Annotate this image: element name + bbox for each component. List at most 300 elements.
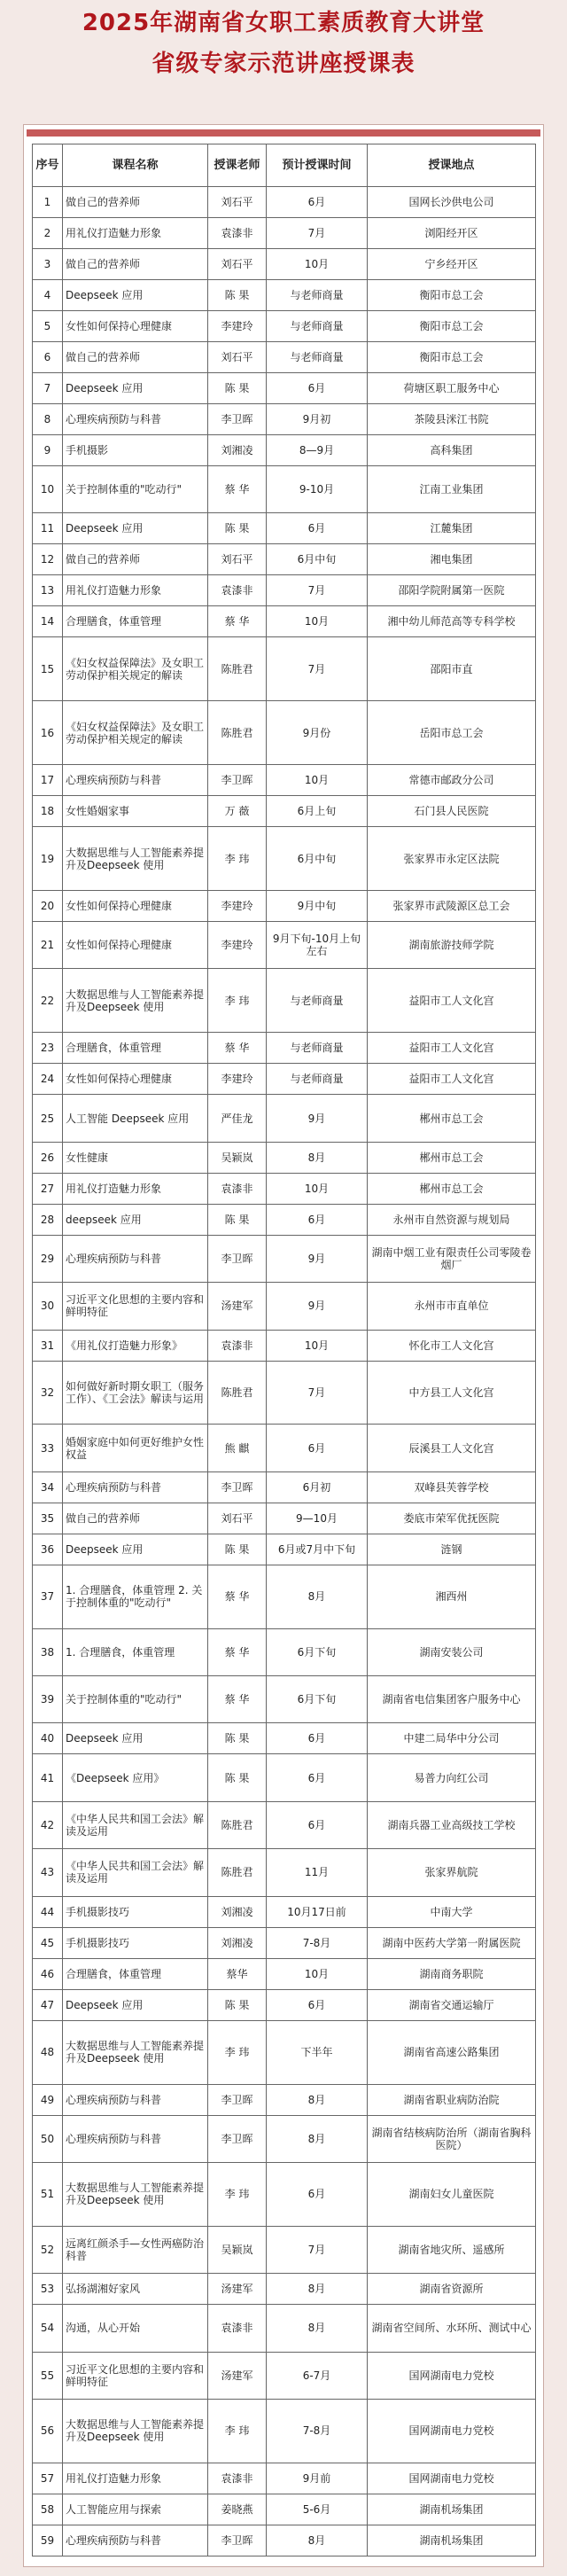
teacher-cell: 陈 果 (208, 373, 267, 404)
teacher-cell: 严佳龙 (208, 1095, 267, 1142)
location-cell: 荷塘区职工服务中心 (368, 373, 536, 404)
table-row (33, 2084, 536, 2115)
teacher-cell: 李建玲 (208, 311, 267, 342)
course-name-cell: 心理疾病预防与科普 (63, 1471, 208, 1503)
location-cell: 益阳市工人文化宫 (368, 1033, 536, 1064)
teacher-cell: 蔡 华 (208, 1033, 267, 1064)
course-name-cell: 人工智能应用与探索 (63, 2494, 208, 2525)
teacher-cell: 汤建军 (208, 1283, 267, 1330)
course-name-cell: 心理疾病预防与科普 (63, 765, 208, 796)
teacher-cell: 蔡华 (208, 1958, 267, 1989)
location-cell: 宁乡经开区 (368, 249, 536, 280)
table-row (33, 1503, 536, 1534)
course-name-cell: 手机摄影 (63, 435, 208, 466)
row-index-cell: 8 (33, 404, 63, 435)
location-cell: 永州市自然资源与规划局 (368, 1204, 536, 1235)
teacher-cell: 蔡 华 (208, 1628, 267, 1675)
table-row (33, 2494, 536, 2525)
location-cell: 张家界航院 (368, 1849, 536, 1896)
row-index-cell: 16 (33, 701, 63, 765)
row-index-cell: 56 (33, 2399, 63, 2463)
teacher-cell: 陈 果 (208, 1204, 267, 1235)
table-row (33, 311, 536, 342)
location-cell: 衡阳市总工会 (368, 280, 536, 311)
time-cell: 9月下旬-10月上旬左右 (267, 922, 368, 969)
teacher-cell: 陈胜君 (208, 1361, 267, 1425)
teacher-cell: 李 玮 (208, 2162, 267, 2226)
time-cell: 与老师商量 (267, 311, 368, 342)
location-cell: 湖南旅游技师学院 (368, 922, 536, 969)
location-cell: 双峰县芙蓉学校 (368, 1471, 536, 1503)
table-row (33, 1628, 536, 1675)
teacher-cell: 姜晓燕 (208, 2494, 267, 2525)
teacher-cell: 吴颖岚 (208, 2226, 267, 2273)
table-row (33, 544, 536, 575)
table-row (33, 280, 536, 311)
table-row (33, 1565, 536, 1628)
table-row (33, 1958, 536, 1989)
location-cell: 易普力向红公司 (368, 1754, 536, 1801)
table-row (33, 2020, 536, 2084)
location-cell: 湖南中烟工业有限责任公司零陵卷烟厂 (368, 1235, 536, 1282)
time-cell: 9月初 (267, 404, 368, 435)
location-cell: 湖南省高速公路集团 (368, 2020, 536, 2084)
time-cell: 10月 (267, 606, 368, 637)
course-name-cell: 合理膳食，体重管理 (63, 1958, 208, 1989)
time-cell: 8月 (267, 2525, 368, 2556)
location-cell: 永州市市直单位 (368, 1283, 536, 1330)
teacher-cell: 李卫晖 (208, 404, 267, 435)
time-cell: 9月中旬 (267, 891, 368, 922)
course-name-cell: 大数据思维与人工智能素养提升及Deepseek 使用 (63, 2020, 208, 2084)
row-index-cell: 50 (33, 2115, 63, 2162)
row-index-cell: 26 (33, 1142, 63, 1173)
table-header-row (33, 144, 536, 187)
course-name-cell: deepseek 应用 (63, 1204, 208, 1235)
row-index-cell: 25 (33, 1095, 63, 1142)
row-index-cell: 40 (33, 1723, 63, 1754)
teacher-cell: 刘湘凌 (208, 1927, 267, 1958)
table-row (33, 1849, 536, 1896)
table-row (33, 1204, 536, 1235)
table-row (33, 404, 536, 435)
course-name-cell: 做自己的营养师 (63, 544, 208, 575)
time-cell: 8月 (267, 2084, 368, 2115)
col-header-index: 序号 (33, 144, 63, 187)
course-name-cell: 心理疾病预防与科普 (63, 404, 208, 435)
teacher-cell: 李卫晖 (208, 2115, 267, 2162)
row-index-cell: 19 (33, 827, 63, 891)
row-index-cell: 57 (33, 2463, 63, 2494)
table-row (33, 513, 536, 544)
location-cell: 怀化市工人文化宫 (368, 1330, 536, 1361)
teacher-cell: 蔡 华 (208, 606, 267, 637)
course-name-cell: 《用礼仪打造魅力形象》 (63, 1330, 208, 1361)
table-row (33, 1283, 536, 1330)
time-cell: 9月 (267, 1283, 368, 1330)
course-name-cell: 大数据思维与人工智能素养提升及Deepseek 使用 (63, 2162, 208, 2226)
course-name-cell: 弘扬湖湘好家风 (63, 2274, 208, 2305)
row-index-cell: 11 (33, 513, 63, 544)
row-index-cell: 47 (33, 1989, 63, 2020)
table-row (33, 606, 536, 637)
row-index-cell: 42 (33, 1801, 63, 1848)
row-index-cell: 46 (33, 1958, 63, 1989)
location-cell: 国网湖南电力党校 (368, 2352, 536, 2399)
table-row (33, 796, 536, 827)
time-cell: 9月前 (267, 2463, 368, 2494)
location-cell: 邵阳市直 (368, 637, 536, 701)
page-header (0, 0, 567, 113)
time-cell: 8—9月 (267, 435, 368, 466)
table-row (33, 435, 536, 466)
course-name-cell: 《Deepseek 应用》 (63, 1754, 208, 1801)
location-cell: 湖南省交通运输厅 (368, 1989, 536, 2020)
course-name-cell: Deepseek 应用 (63, 280, 208, 311)
teacher-cell: 陈胜君 (208, 701, 267, 765)
location-cell: 衡阳市总工会 (368, 342, 536, 373)
time-cell: 7-8月 (267, 2399, 368, 2463)
table-row (33, 2115, 536, 2162)
teacher-cell: 袁漆非 (208, 1173, 267, 1204)
table-row (33, 2352, 536, 2399)
course-name-cell: 心理疾病预防与科普 (63, 1235, 208, 1282)
page-subtitle: 省级专家示范讲座授课表 (151, 51, 416, 77)
course-name-cell: 沟通，从心开始 (63, 2305, 208, 2352)
row-index-cell: 43 (33, 1849, 63, 1896)
time-cell: 6月 (267, 2162, 368, 2226)
location-cell: 湖南省空间所、水环所、测试中心 (368, 2305, 536, 2352)
time-cell: 6月 (267, 1989, 368, 2020)
course-name-cell: 大数据思维与人工智能素养提升及Deepseek 使用 (63, 827, 208, 891)
time-cell: 6月 (267, 1754, 368, 1801)
table-row (33, 2463, 536, 2494)
teacher-cell: 蔡 华 (208, 1565, 267, 1628)
location-cell: 湘电集团 (368, 544, 536, 575)
table-row (33, 1173, 536, 1204)
row-index-cell: 31 (33, 1330, 63, 1361)
course-name-cell: 女性健康 (63, 1142, 208, 1173)
row-index-cell: 15 (33, 637, 63, 701)
row-index-cell: 36 (33, 1534, 63, 1565)
course-name-cell: 做自己的营养师 (63, 249, 208, 280)
location-cell: 湖南安装公司 (368, 1628, 536, 1675)
table-row (33, 249, 536, 280)
teacher-cell: 袁漆非 (208, 2463, 267, 2494)
location-cell: 湖南机场集团 (368, 2494, 536, 2525)
location-cell: 湖南省职业病防治院 (368, 2084, 536, 2115)
course-name-cell: 用礼仪打造魅力形象 (63, 1173, 208, 1204)
course-name-cell: 1. 合理膳食，体重管理 (63, 1628, 208, 1675)
row-index-cell: 33 (33, 1425, 63, 1471)
table-row (33, 2274, 536, 2305)
row-index-cell: 5 (33, 311, 63, 342)
time-cell: 与老师商量 (267, 342, 368, 373)
teacher-cell: 陈 果 (208, 513, 267, 544)
time-cell: 5-6月 (267, 2494, 368, 2525)
row-index-cell: 17 (33, 765, 63, 796)
row-index-cell: 4 (33, 280, 63, 311)
teacher-cell: 陈胜君 (208, 1801, 267, 1848)
row-index-cell: 35 (33, 1503, 63, 1534)
location-cell: 湖南兵器工业高级技工学校 (368, 1801, 536, 1848)
course-name-cell: 女性如何保持心理健康 (63, 891, 208, 922)
table-row (33, 1723, 536, 1754)
location-cell: 中方县工人文化宫 (368, 1361, 536, 1425)
col-header-course: 课程名称 (63, 144, 208, 187)
row-index-cell: 1 (33, 187, 63, 218)
row-index-cell: 44 (33, 1896, 63, 1927)
course-name-cell: 女性如何保持心理健康 (63, 311, 208, 342)
time-cell: 6月 (267, 1204, 368, 1235)
time-cell: 下半年 (267, 2020, 368, 2084)
location-cell: 岳阳市总工会 (368, 701, 536, 765)
course-name-cell: 合理膳食，体重管理 (63, 606, 208, 637)
table-row (33, 1033, 536, 1064)
time-cell: 6月 (267, 1723, 368, 1754)
table-row (33, 2525, 536, 2556)
course-name-cell: 1. 合理膳食，体重管理 2. 关于控制体重的"吃动行" (63, 1565, 208, 1628)
course-name-cell: 手机摄影技巧 (63, 1896, 208, 1927)
table-row (33, 1754, 536, 1801)
row-index-cell: 53 (33, 2274, 63, 2305)
course-name-cell: 做自己的营养师 (63, 342, 208, 373)
location-cell: 常德市邮政分公司 (368, 765, 536, 796)
course-name-cell: 女性如何保持心理健康 (63, 1064, 208, 1095)
time-cell: 10月17日前 (267, 1896, 368, 1927)
time-cell: 10月 (267, 249, 368, 280)
row-index-cell: 52 (33, 2226, 63, 2273)
time-cell: 6月下旬 (267, 1676, 368, 1723)
course-name-cell: 女性如何保持心理健康 (63, 922, 208, 969)
col-header-location: 授课地点 (368, 144, 536, 187)
location-cell: 江麓集团 (368, 513, 536, 544)
row-index-cell: 6 (33, 342, 63, 373)
time-cell: 8月 (267, 2115, 368, 2162)
time-cell: 与老师商量 (267, 969, 368, 1033)
teacher-cell: 李卫晖 (208, 2084, 267, 2115)
teacher-cell: 李建玲 (208, 922, 267, 969)
location-cell: 郴州市总工会 (368, 1095, 536, 1142)
row-index-cell: 45 (33, 1927, 63, 1958)
teacher-cell: 袁漆非 (208, 575, 267, 606)
time-cell: 6月下旬 (267, 1628, 368, 1675)
row-index-cell: 39 (33, 1676, 63, 1723)
row-index-cell: 32 (33, 1361, 63, 1425)
time-cell: 6-7月 (267, 2352, 368, 2399)
time-cell: 6月 (267, 513, 368, 544)
table-row (33, 827, 536, 891)
time-cell: 6月 (267, 373, 368, 404)
col-header-time: 预计授课时间 (267, 144, 368, 187)
teacher-cell: 吴颖岚 (208, 1142, 267, 1173)
table-row (33, 1361, 536, 1425)
location-cell: 浏阳经开区 (368, 218, 536, 249)
time-cell: 10月 (267, 765, 368, 796)
table-row (33, 1330, 536, 1361)
course-name-cell: 习近平文化思想的主要内容和鲜明特征 (63, 2352, 208, 2399)
location-cell: 湖南省结核病防治所（湖南省胸科医院） (368, 2115, 536, 2162)
row-index-cell: 10 (33, 466, 63, 513)
row-index-cell: 2 (33, 218, 63, 249)
time-cell: 7月 (267, 575, 368, 606)
row-index-cell: 51 (33, 2162, 63, 2226)
row-index-cell: 37 (33, 1565, 63, 1628)
table-row (33, 466, 536, 513)
table-row (33, 1471, 536, 1503)
location-cell: 湖南省电信集团客户服务中心 (368, 1676, 536, 1723)
time-cell: 11月 (267, 1849, 368, 1896)
teacher-cell: 万 薇 (208, 796, 267, 827)
course-name-cell: 用礼仪打造魅力形象 (63, 575, 208, 606)
location-cell: 高科集团 (368, 435, 536, 466)
time-cell: 10月 (267, 1330, 368, 1361)
time-cell: 10月 (267, 1173, 368, 1204)
course-name-cell: 用礼仪打造魅力形象 (63, 2463, 208, 2494)
time-cell: 与老师商量 (267, 1033, 368, 1064)
course-name-cell: 心理疾病预防与科普 (63, 2115, 208, 2162)
teacher-cell: 刘石平 (208, 249, 267, 280)
table-row (33, 187, 536, 218)
teacher-cell: 陈 果 (208, 1754, 267, 1801)
table-row (33, 1896, 536, 1927)
time-cell: 8月 (267, 1142, 368, 1173)
time-cell: 6月 (267, 1425, 368, 1471)
location-cell: 湖南妇女儿童医院 (368, 2162, 536, 2226)
teacher-cell: 陈 果 (208, 1534, 267, 1565)
course-name-cell: 心理疾病预防与科普 (63, 2084, 208, 2115)
row-index-cell: 58 (33, 2494, 63, 2525)
location-cell: 郴州市总工会 (368, 1173, 536, 1204)
page-title: 2025年湖南省女职工素质教育大讲堂 (82, 10, 485, 36)
table-row (33, 1927, 536, 1958)
location-cell: 湘西州 (368, 1565, 536, 1628)
time-cell: 8月 (267, 1565, 368, 1628)
table-row (33, 1801, 536, 1848)
time-cell: 8月 (267, 2305, 368, 2352)
location-cell: 国网湖南电力党校 (368, 2399, 536, 2463)
teacher-cell: 刘石平 (208, 544, 267, 575)
course-name-cell: 用礼仪打造魅力形象 (63, 218, 208, 249)
course-name-cell: 做自己的营养师 (63, 1503, 208, 1534)
row-index-cell: 12 (33, 544, 63, 575)
course-name-cell: 手机摄影技巧 (63, 1927, 208, 1958)
table-row (33, 2305, 536, 2352)
teacher-cell: 刘石平 (208, 1503, 267, 1534)
table-row (33, 1095, 536, 1142)
course-name-cell: 婚姻家庭中如何更好维护女性权益 (63, 1425, 208, 1471)
time-cell: 与老师商量 (267, 1064, 368, 1095)
location-cell: 茶陵县洣江书院 (368, 404, 536, 435)
course-name-cell: 《中华人民共和国工会法》解读及运用 (63, 1849, 208, 1896)
location-cell: 国网长沙供电公司 (368, 187, 536, 218)
location-cell: 湖南省地灾所、遥感所 (368, 2226, 536, 2273)
location-cell: 湖南机场集团 (368, 2525, 536, 2556)
row-index-cell: 28 (33, 1204, 63, 1235)
teacher-cell: 陈胜君 (208, 1849, 267, 1896)
table-row (33, 1142, 536, 1173)
table-row (33, 1534, 536, 1565)
course-name-cell: 做自己的营养师 (63, 187, 208, 218)
table-row (33, 2226, 536, 2273)
teacher-cell: 李卫晖 (208, 1471, 267, 1503)
course-name-cell: 合理膳食，体重管理 (63, 1033, 208, 1064)
location-cell: 涟钢 (368, 1534, 536, 1565)
table-row (33, 373, 536, 404)
table-row (33, 1064, 536, 1095)
row-index-cell: 22 (33, 969, 63, 1033)
time-cell: 9月 (267, 1095, 368, 1142)
row-index-cell: 54 (33, 2305, 63, 2352)
table-row (33, 1989, 536, 2020)
location-cell: 益阳市工人文化宫 (368, 969, 536, 1033)
teacher-cell: 李建玲 (208, 1064, 267, 1095)
time-cell: 6月初 (267, 1471, 368, 1503)
row-index-cell: 55 (33, 2352, 63, 2399)
table-body (33, 187, 536, 2556)
time-cell: 6月中旬 (267, 827, 368, 891)
time-cell: 6月或7月中下旬 (267, 1534, 368, 1565)
location-cell: 邵阳学院附属第一医院 (368, 575, 536, 606)
row-index-cell: 14 (33, 606, 63, 637)
course-name-cell: 人工智能 Deepseek 应用 (63, 1095, 208, 1142)
row-index-cell: 29 (33, 1235, 63, 1282)
course-name-cell: 大数据思维与人工智能素养提升及Deepseek 使用 (63, 2399, 208, 2463)
table-row (33, 342, 536, 373)
teacher-cell: 李卫晖 (208, 765, 267, 796)
row-index-cell: 3 (33, 249, 63, 280)
course-name-cell: 习近平文化思想的主要内容和鲜明特征 (63, 1283, 208, 1330)
course-name-cell: 关于控制体重的"吃动行" (63, 1676, 208, 1723)
time-cell: 9月 (267, 1235, 368, 1282)
course-name-cell: 关于控制体重的"吃动行" (63, 466, 208, 513)
course-name-cell: 《妇女权益保障法》及女职工劳动保护相关规定的解读 (63, 701, 208, 765)
course-name-cell: 《中华人民共和国工会法》解读及运用 (63, 1801, 208, 1848)
location-cell: 湖南省资源所 (368, 2274, 536, 2305)
course-name-cell: 如何做好新时期女职工（服务工作）、《工会法》解读与运用 (63, 1361, 208, 1425)
location-cell: 湖南中医药大学第一附属医院 (368, 1927, 536, 1958)
location-cell: 娄底市荣军优抚医院 (368, 1503, 536, 1534)
row-index-cell: 41 (33, 1754, 63, 1801)
course-name-cell: Deepseek 应用 (63, 1989, 208, 2020)
row-index-cell: 18 (33, 796, 63, 827)
table-row (33, 1235, 536, 1282)
row-index-cell: 23 (33, 1033, 63, 1064)
teacher-cell: 蔡 华 (208, 1676, 267, 1723)
teacher-cell: 袁漆非 (208, 2305, 267, 2352)
time-cell: 6月 (267, 187, 368, 218)
course-name-cell: Deepseek 应用 (63, 1534, 208, 1565)
teacher-cell: 李 玮 (208, 969, 267, 1033)
course-table (32, 144, 536, 2556)
row-index-cell: 9 (33, 435, 63, 466)
location-cell: 江南工业集团 (368, 466, 536, 513)
time-cell: 6月中旬 (267, 544, 368, 575)
time-cell: 7月 (267, 1361, 368, 1425)
course-name-cell: Deepseek 应用 (63, 1723, 208, 1754)
time-cell: 7月 (267, 218, 368, 249)
row-index-cell: 7 (33, 373, 63, 404)
time-cell: 与老师商量 (267, 280, 368, 311)
table-row (33, 1676, 536, 1723)
course-name-cell: 心理疾病预防与科普 (63, 2525, 208, 2556)
teacher-cell: 袁漆非 (208, 218, 267, 249)
course-name-cell: 《妇女权益保障法》及女职工劳动保护相关规定的解读 (63, 637, 208, 701)
location-cell: 中南大学 (368, 1896, 536, 1927)
time-cell: 7月 (267, 637, 368, 701)
row-index-cell: 30 (33, 1283, 63, 1330)
table-row (33, 2162, 536, 2226)
